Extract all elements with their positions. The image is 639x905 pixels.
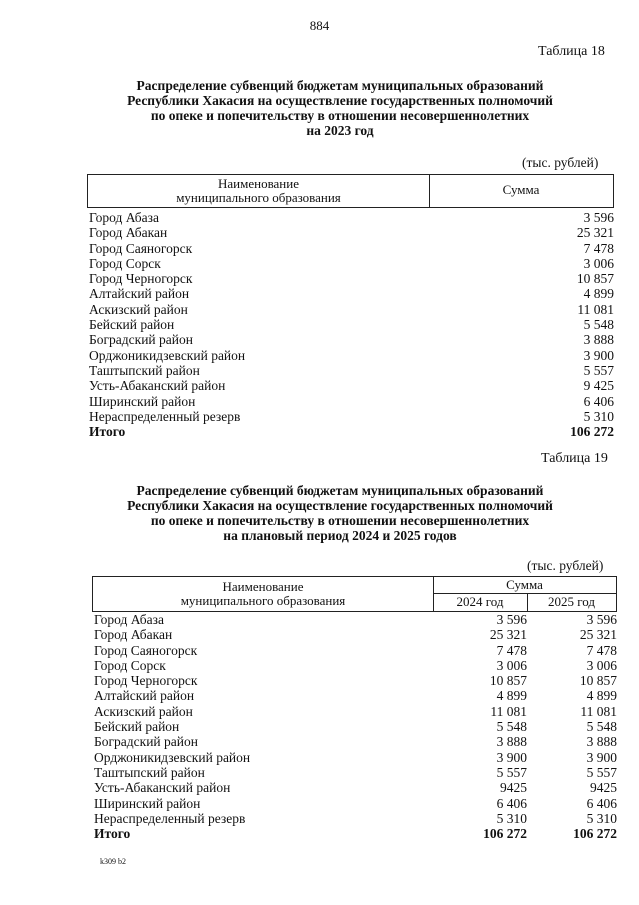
- row-name: Город Абакан: [89, 225, 168, 241]
- row-name: Таштыпский район: [94, 764, 205, 780]
- row-value-2024: 3 888: [496, 734, 527, 750]
- row-value: 6 406: [583, 393, 614, 409]
- row-value: 9 425: [583, 378, 614, 394]
- table19-label: Таблица 19: [541, 451, 608, 466]
- table-row: [89, 394, 614, 409]
- row-name: Усть-Абаканский район: [89, 378, 226, 394]
- row-name: Нераспределенный резерв: [89, 408, 241, 424]
- row-value: 5 310: [583, 408, 614, 424]
- table-row: [89, 317, 614, 332]
- total-value-2024: 106 272: [483, 826, 527, 842]
- table19-header-sum: Сумма: [506, 577, 543, 592]
- row-value-2025: 5 310: [586, 810, 617, 826]
- row-name: Орджоникидзевский район: [89, 347, 246, 363]
- total-value: 106 272: [570, 424, 614, 440]
- row-name: Боградский район: [94, 734, 198, 750]
- table-row: [94, 765, 617, 780]
- row-name: Город Черногорск: [89, 271, 193, 287]
- row-value-2025: 10 857: [579, 673, 617, 689]
- row-name: Город Сорск: [94, 657, 166, 673]
- row-value: 3 006: [583, 255, 614, 271]
- row-value: 10 857: [576, 271, 614, 287]
- table-row: [94, 627, 617, 642]
- row-value-2025: 3 006: [586, 657, 617, 673]
- table-row: [89, 378, 614, 393]
- table-row: [94, 673, 617, 688]
- row-name: Город Абаза: [89, 210, 159, 225]
- row-name: Город Черногорск: [94, 673, 198, 689]
- table19-header-year-2024: 2024 год: [456, 594, 504, 609]
- total-value-2025: 106 272: [573, 826, 617, 842]
- table-row: [89, 241, 614, 256]
- row-value-2024: 3 900: [496, 749, 527, 765]
- table18-units: (тыс. рублей): [522, 155, 599, 170]
- table-row: [94, 658, 617, 673]
- row-name: Город Саяногорск: [89, 240, 193, 256]
- row-value: 7 478: [583, 240, 614, 256]
- row-value-2025: 11 081: [580, 703, 617, 719]
- row-name: Таштыпский район: [89, 362, 200, 378]
- row-value-2025: 3 900: [586, 749, 617, 765]
- row-value: 3 596: [583, 210, 614, 225]
- row-value-2024: 3 006: [496, 657, 527, 673]
- row-name: Усть-Абаканский район: [94, 780, 231, 796]
- header-name-line2: муниципального образования: [180, 593, 346, 608]
- table-row: [94, 704, 617, 719]
- header-name-line1: Наименование: [218, 176, 299, 191]
- table-row: [94, 688, 617, 703]
- row-value-2024: 6 406: [496, 795, 527, 811]
- table19-body: [94, 612, 617, 841]
- row-value-2024: 5 548: [496, 719, 527, 735]
- row-name: Бейский район: [94, 719, 180, 735]
- row-name: Нераспределенный резерв: [94, 810, 246, 826]
- table-row: [89, 363, 614, 378]
- row-value: 4 899: [583, 286, 614, 302]
- total-row: [89, 424, 614, 439]
- table19-title-line: Республики Хакасия на осуществление государственных полномочий: [127, 498, 553, 513]
- total-label: Итого: [94, 826, 131, 842]
- row-name: Город Сорск: [89, 255, 161, 271]
- table-row: [94, 612, 617, 627]
- row-value-2024: 9425: [500, 780, 527, 796]
- table-row: [89, 210, 614, 225]
- row-name: Боградский район: [89, 332, 193, 348]
- table18-label: Таблица 18: [538, 44, 605, 59]
- row-value: 3 900: [583, 347, 614, 363]
- table18-title-line: Республики Хакасия на осуществление государственных полномочий: [127, 93, 553, 108]
- row-value-2024: 5 557: [496, 764, 527, 780]
- row-value-2024: 5 310: [496, 810, 527, 826]
- row-name: Алтайский район: [89, 286, 190, 302]
- table18-title-line: на 2023 год: [306, 123, 374, 138]
- row-name: Аскизский район: [89, 301, 188, 317]
- table-row: [94, 796, 617, 811]
- row-value-2025: 5 548: [586, 719, 617, 735]
- row-value-2025: 6 406: [586, 795, 617, 811]
- footer-code: k309 b2: [100, 857, 126, 866]
- row-value-2025: 9425: [590, 780, 617, 796]
- table18-header: [87, 174, 614, 208]
- table19-title-line: по опеке и попечительству в отношении несовершеннолетних: [150, 513, 530, 528]
- table-row: [94, 750, 617, 765]
- table-row: [94, 734, 617, 749]
- row-value-2024: 7 478: [496, 642, 527, 658]
- table-row: [89, 271, 614, 286]
- table-row: [89, 409, 614, 424]
- table-row: [89, 256, 614, 271]
- table19-header-year-2025: 2025 год: [548, 594, 595, 609]
- row-name: Аскизский район: [94, 703, 193, 719]
- row-name: Ширинский район: [94, 795, 201, 811]
- table-row: [94, 780, 617, 795]
- row-value-2025: 7 478: [586, 642, 617, 658]
- header-name-line1: Наименование: [222, 579, 304, 594]
- table18-title: [60, 78, 620, 138]
- table-row: [89, 286, 614, 301]
- row-value: 3 888: [583, 332, 614, 348]
- row-name: Город Абакан: [94, 627, 173, 643]
- row-value-2024: 4 899: [496, 688, 527, 704]
- table-row: [89, 332, 614, 347]
- row-value: 11 081: [577, 301, 614, 317]
- row-value-2024: 10 857: [489, 673, 527, 689]
- row-value-2024: 11 081: [490, 703, 527, 719]
- row-name: Алтайский район: [94, 688, 195, 704]
- row-value-2025: 3 596: [586, 612, 617, 627]
- table18-body: [89, 210, 614, 439]
- row-name: Бейский район: [89, 317, 175, 333]
- table19-header-name: [93, 580, 433, 608]
- row-name: Ширинский район: [89, 393, 196, 409]
- row-value: 5 548: [583, 317, 614, 333]
- table18-title-line: Распределение субвенций бюджетам муниципальных образований: [136, 78, 544, 93]
- row-name: Город Саяногорск: [94, 642, 198, 658]
- total-label: Итого: [89, 424, 126, 440]
- row-name: Орджоникидзевский район: [94, 749, 251, 765]
- table-row: [89, 225, 614, 240]
- table-row: [94, 719, 617, 734]
- table19-title: [60, 483, 620, 543]
- header-name-line2: муниципального образования: [176, 190, 341, 205]
- table19-header: [92, 576, 617, 612]
- row-name: Город Абаза: [94, 612, 164, 627]
- row-value-2024: 25 321: [489, 627, 527, 643]
- table18-title-line: по опеке и попечительству в отношении несовершеннолетних: [150, 108, 530, 123]
- total-row: [94, 826, 617, 841]
- row-value-2025: 5 557: [586, 764, 617, 780]
- table-row: [89, 302, 614, 317]
- table-row: [94, 643, 617, 658]
- table-row: [89, 348, 614, 363]
- table-row: [94, 811, 617, 826]
- page-number: 884: [309, 18, 330, 33]
- table19-title-line: на плановый период 2024 и 2025 годов: [223, 528, 457, 543]
- row-value-2024: 3 596: [496, 612, 527, 627]
- table19-title-line: Распределение субвенций бюджетам муниципальных образований: [136, 483, 544, 498]
- table18-header-name: [88, 177, 429, 205]
- row-value-2025: 3 888: [586, 734, 617, 750]
- row-value-2025: 4 899: [586, 688, 617, 704]
- table18-header-sum: Сумма: [502, 182, 540, 197]
- row-value: 25 321: [576, 225, 614, 241]
- row-value-2025: 25 321: [579, 627, 617, 643]
- row-value: 5 557: [583, 362, 614, 378]
- table19-units: (тыс. рублей): [527, 558, 604, 573]
